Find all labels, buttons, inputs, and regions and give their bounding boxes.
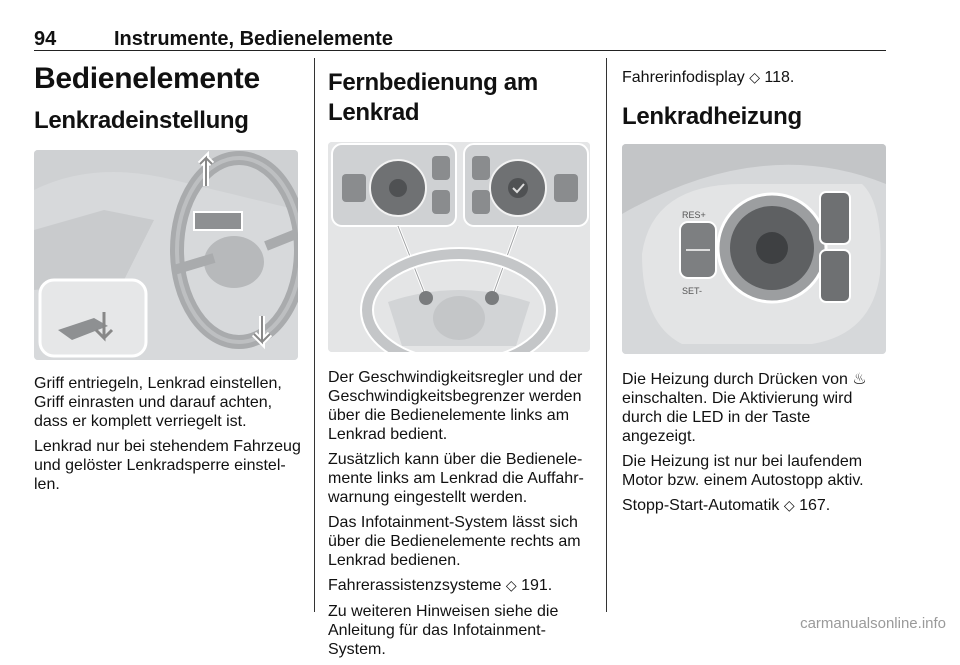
ref-text: Fahrerassistenzsysteme bbox=[328, 577, 502, 594]
text-fragment: einschalten. Die Aktivierung wird durch die LED in der Taste angezeigt. bbox=[622, 390, 853, 445]
subsection-title: Lenkradeinstellung bbox=[34, 107, 249, 134]
cross-reference bbox=[622, 496, 888, 516]
column-left bbox=[34, 56, 302, 500]
page-number: 94 bbox=[34, 28, 57, 50]
text-fragment: Die Heizung durch Drücken von bbox=[622, 371, 848, 388]
reference-arrow-icon: ◇ bbox=[783, 498, 795, 514]
ref-page: 118. bbox=[764, 69, 795, 86]
section-title: Lenkradheizung bbox=[622, 103, 802, 130]
ref-page: 191. bbox=[521, 577, 553, 594]
steering-adjustment-illustration bbox=[34, 150, 298, 360]
column-right bbox=[622, 56, 888, 522]
paragraph bbox=[622, 370, 888, 446]
site-watermark: carmanualsonline.info bbox=[800, 615, 946, 632]
column-middle bbox=[328, 56, 592, 665]
paragraph: Zu weiteren Hinweisen siehe die Anleitung für das Infotainment- System. bbox=[328, 603, 559, 658]
reference-arrow-icon: ◇ bbox=[505, 578, 517, 594]
section-title: Bedienelemente bbox=[34, 62, 260, 95]
steering-remote-figure bbox=[328, 142, 590, 352]
cross-reference bbox=[622, 68, 888, 88]
text-block bbox=[622, 370, 888, 516]
column-divider bbox=[606, 58, 607, 612]
paragraph: Lenkrad nur bei stehendem Fahrzeug und gelöster Lenkradsperre einstel- len. bbox=[34, 438, 301, 493]
page-header bbox=[34, 28, 886, 51]
reference-arrow-icon: ◇ bbox=[749, 70, 760, 86]
text-block bbox=[328, 368, 592, 659]
paragraph: Der Geschwindigkeitsregler und der Geschwindigkeitsbegrenzer werden über die Bedienelemente links am Lenkrad bedient. bbox=[328, 369, 583, 443]
paragraph: Die Heizung ist nur bei laufendem Motor bzw. einem Autostopp aktiv. bbox=[622, 453, 864, 489]
res-label: RES+ bbox=[682, 210, 706, 220]
paragraph: Das Infotainment-System lässt sich über die Bedienelemente rechts am Lenkrad bedienen. bbox=[328, 514, 581, 569]
paragraph: Zusätzlich kann über die Bedienele- mente links am Lenkrad die Auffahr- warnung eingestellt werden. bbox=[328, 451, 584, 506]
ref-page: 167. bbox=[799, 497, 831, 514]
steering-adjustment-figure bbox=[34, 150, 298, 360]
column-divider bbox=[314, 58, 315, 612]
section-title: Fernbedienung am Lenkrad bbox=[328, 69, 538, 126]
steering-remote-illustration bbox=[328, 142, 590, 352]
set-label: SET- bbox=[682, 286, 703, 296]
ref-text: Stopp-Start-Automatik bbox=[622, 497, 780, 514]
text-block bbox=[34, 374, 302, 494]
steering-heating-illustration bbox=[622, 144, 886, 354]
steering-heating-figure bbox=[622, 144, 886, 354]
steering-heat-icon: ♨ bbox=[852, 371, 867, 388]
paragraph: Griff entriegeln, Lenkrad einstellen, Griff einrasten und darauf achten, dass er komplett verriegelt ist. bbox=[34, 375, 282, 430]
running-title: Instrumente, Bedienelemente bbox=[114, 28, 393, 50]
cross-reference bbox=[328, 576, 592, 596]
ref-text: Fahrerinfodisplay bbox=[622, 69, 745, 86]
